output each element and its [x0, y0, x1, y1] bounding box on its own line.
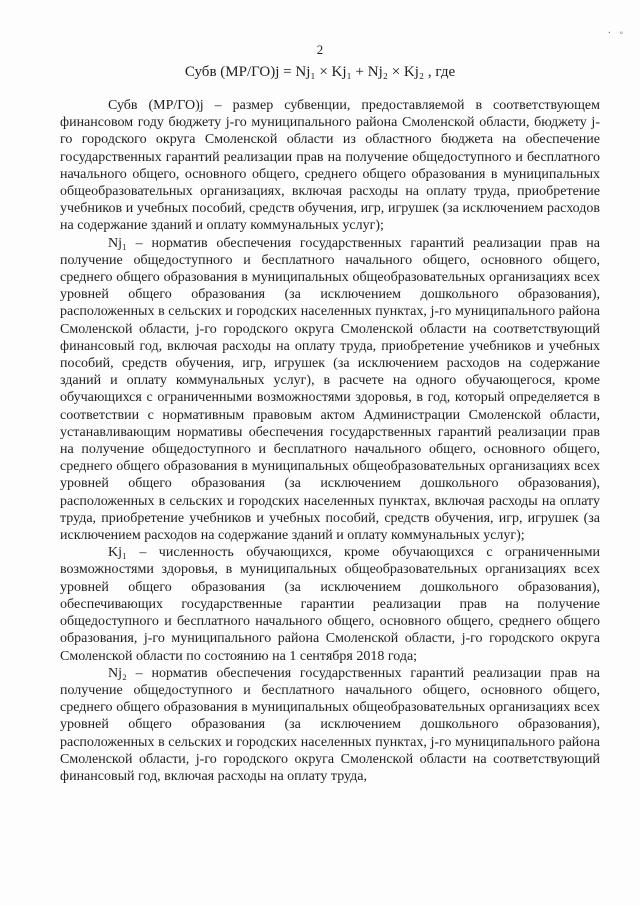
corner-mark: · ◦	[607, 28, 626, 39]
document-body	[60, 97, 600, 785]
subvention-formula: Субв (МР/ГО)j = Nj₁ × Kj₁ + Nj₂ × Kj₂ , где	[184, 64, 456, 80]
paragraph-nj2-definition: Nj₂ – норматив обеспечения государственных гарантий реализации прав на получение общедоступного и бесплатного начального общего, основного общего, среднего общего образования в муниципальных общеобразовательных организациях всех уровней общего образования (за исключением дошкольного образования), расположенных в сельских и городских населенных пунктах, j-го муниципального района Смоленской области, j-го городского округа Смоленской области на соответствующий финансовый год, включая расходы на оплату труда,	[60, 665, 600, 784]
paragraph-kj1-definition: Kj₁ – численность обучающихся, кроме обучающихся с ограниченными возможностями здоровья, в муниципальных общеобразовательных организациях всех уровней общего образования (за исключением дошкольного образования), обеспечивающих государственные гарантии реализации прав на получение общедоступного и бесплатного начального общего, основного общего, среднего общего образования, j-го муниципального района Смоленской области, j-го городского округа Смоленской области по состоянию на 1 сентября 2018 года;	[60, 545, 600, 664]
paragraph-subvention-definition: Субв (МР/ГО)j – размер субвенции, предоставляемой в соответствующем финансовом году бюджету j-го муниципального района Смоленской области, бюджету j-го городского округа Смоленской области из областного бюджета на обеспечение государственных гарантий реализации прав на получение общедоступного и бесплатного начального общего, основного общего, среднего общего образования в муниципальных общеобразовательных организациях, включая расходы на оплату труда, приобретение учебников и учебных пособий, средств обучения, игр, игрушек (за исключением расходов на содержание зданий и оплату коммунальных услуг);	[60, 98, 600, 234]
paragraph-nj1-definition: Nj₁ – норматив обеспечения государственных гарантий реализации прав на получение общедоступного и бесплатного начального общего, основного общего, среднего общего образования в муниципальных общеобразовательных организациях всех уровней общего образования (за исключением дошкольного образования), расположенных в сельских и городских населенных пунктах, j-го муниципального района Смоленской области, j-го городского округа Смоленской области на соответствующий финансовый год, включая расходы на оплату труда, приобретение учебников и учебных пособий, средств обучения, игр, игрушек (за исключением расходов на содержание зданий и оплату коммунальных услуг), в расчете на одного обучающегося, кроме обучающихся с ограниченными возможностями здоровья, в год, который определяется в соответствии с нормативным правовым актом Администрации Смоленской области, устанавливающим нормативы обеспечения государственных гарантий реализации прав на получение общедоступного и бесплатного начального общего, основного общего, среднего общего образования в муниципальных общеобразовательных организациях всех уровней общего образования (за исключением дошкольного образования), расположенных в сельских и городских населенных пунктах, включая расходы на оплату труда, приобретение учебников и учебных пособий, средств обучения, игр, игрушек (за исключением расходов на содержание зданий и оплату коммунальных услуг);	[60, 235, 600, 544]
page-number: 2	[316, 42, 324, 57]
